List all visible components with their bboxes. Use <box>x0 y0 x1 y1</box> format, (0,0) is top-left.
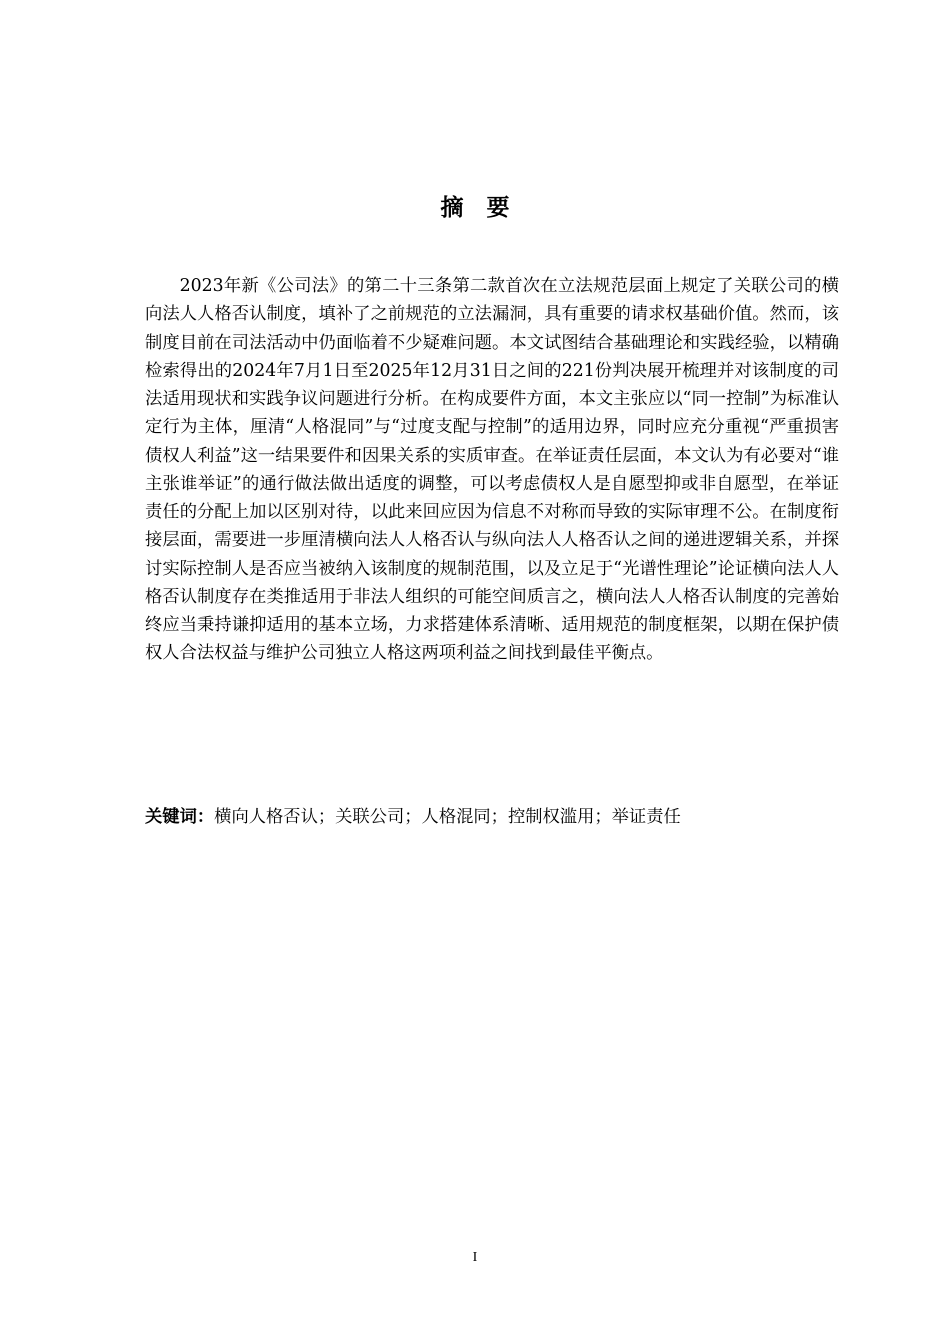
keywords-line <box>145 803 839 831</box>
page-title: 摘 要 <box>440 195 510 221</box>
keywords-list: 横向人格否认；关联公司；人格混同；控制权滥用；举证责任 <box>214 807 681 827</box>
keywords-separator: ： <box>196 807 215 827</box>
keywords-label: 关键词 <box>145 807 197 827</box>
page-number: I <box>472 1250 478 1265</box>
abstract-body: 2023年新《公司法》的第二十三条第二款首次在立法规范层面上规定了关联公司的横向法人人格否认制度，填补了之前规范的立法漏洞，具有重要的请求权基础价值。然而，该制度目前在司法活动中仍面临着不少疑难问题。本文试图结合基础理论和实践经验，以精确检索得出的2024年7月1日至2025年12月31日之间的221份判决展开梳理并对该制度的司法适用现状和实践争议问题进行分析。在构成要件方面，本文主张应以“同一控制”为标准认定行为主体，厘清“人格混同”与“过度支配与控制”的适用边界，同时应充分重视“严重损害债权人利益”这一结果要件和因果关系的实质审查。在举证责任层面，本文认为有必要对“谁主张谁举证”的通行做法做出适度的调整，可以考虑债权人是自愿型抑或非自愿型，在举证责任的分配上加以区别对待，以此来回应因为信息不对称而导致的实际审理不公。在制度衔接层面，需要进一步厘清横向法人人格否认与纵向法人人格否认之间的递进逻辑关系，并探讨实际控制人是否应当被纳入该制度的规制范围，以及立足于“光谱性理论”论证横向法人人格否认制度存在类推适用于非法人组织的可能空间质言之，横向法人人格否认制度的完善始终应当秉持谦抑适用的基本立场，力求搭建体系清晰、适用规范的制度框架，以期在保护债权人合法权益与维护公司独立人格这两项利益之间找到最佳平衡点。 <box>145 276 839 664</box>
